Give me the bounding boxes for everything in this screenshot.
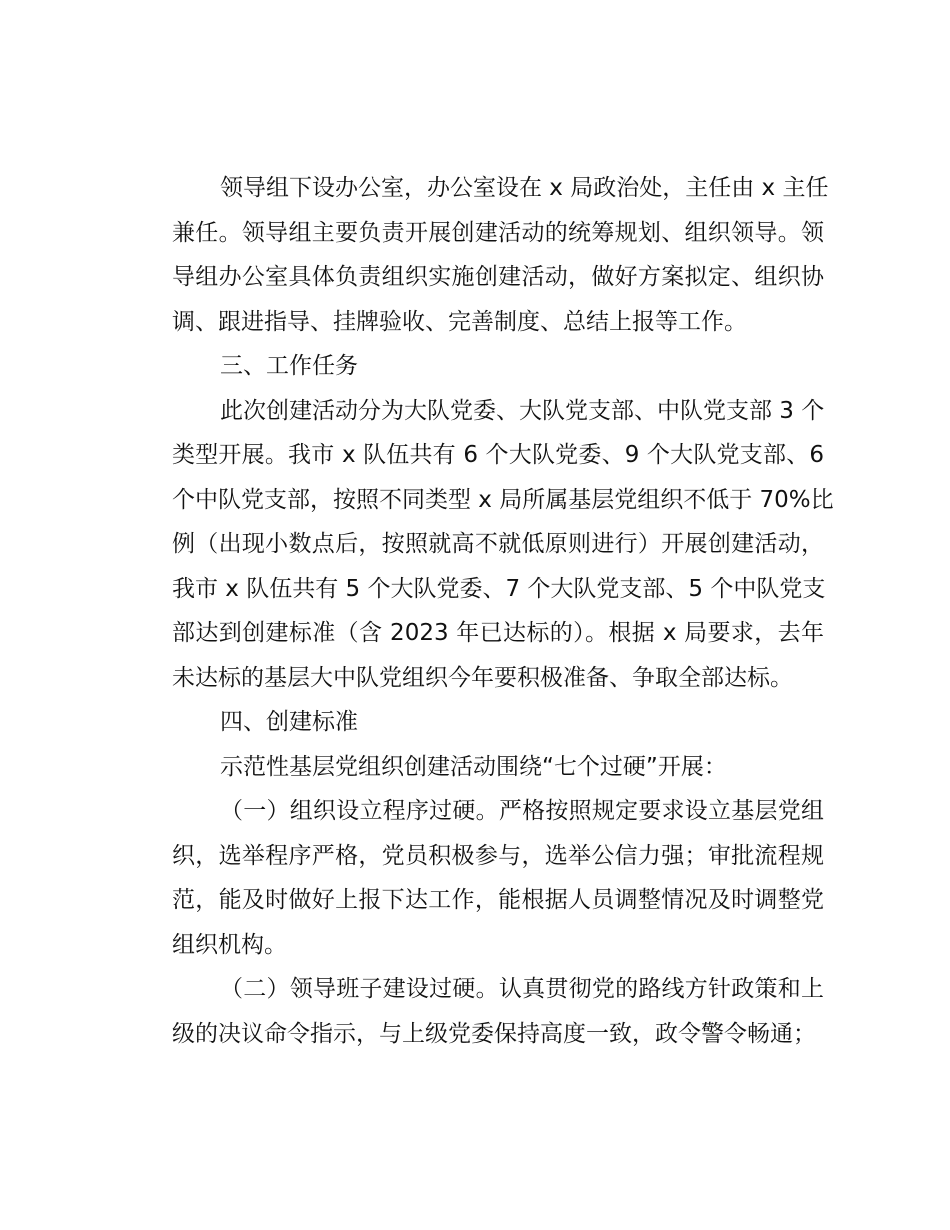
text-line: 个中队党支部，按照不同类型 x 局所属基层党组织不低于 70%比 [172,486,834,513]
section-heading-standards [124,700,824,745]
text-line: 此次创建活动分为大队党委、大队党支部、中队党支部 3 个 [220,397,825,424]
text-line: 示范性基层党组织创建活动围绕“七个过硬”开展： [220,753,727,780]
heading-text: 三、工作任务 [220,353,358,379]
text-line: 领导组下设办公室，办公室设在 x 局政治处，主任由 x 主任 [220,175,829,201]
text-line: 未达标的基层大中队党组织今年要积极准备、争取全部达标。 [172,664,793,691]
text-line: 我市 x 队伍共有 5 个大队党委、7 个大队党支部、5 个中队党支 [172,575,826,602]
text-line: 兼任。领导组主要负责开展创建活动的统筹规划、组织领导。领 [172,219,824,246]
text-line: 组织机构。 [172,931,287,958]
paragraph-tasks [124,389,834,701]
heading-text: 四、创建标准 [220,709,358,735]
text-line: 范，能及时做好上报下达工作，能根据人员调整情况及时调整党 [172,887,824,913]
paragraph-standard-1 [124,789,824,967]
text-line: 类型开展。我市 x 队伍共有 6 个大队党委、9 个大队党支部、6 [172,442,824,468]
text-line: 例（出现小数点后，按照就高不就低原则进行）开展创建活动， [172,531,824,557]
text-line: 级的决议命令指示，与上级党委保持高度一致，政令警令畅通； [172,1020,816,1047]
text-line: （二）领导班子建设过硬。认真贯彻党的路线方针政策和上 [220,976,824,1002]
text-line: 导组办公室具体负责组织实施创建活动，做好方案拟定、组织协 [172,264,824,290]
text-line: （一）组织设立程序过硬。严格按照规定要求设立基层党组 [220,798,824,824]
paragraph-standards-intro [124,745,824,790]
section-heading-work-tasks [124,344,824,389]
text-line: 调、跟进指导、挂牌验收、完善制度、总结上报等工作。 [172,308,747,335]
paragraph-office [124,166,829,344]
text-line: 部达到创建标准（含 2023 年已达标的）。根据 x 局要求，去年 [172,620,824,646]
text-line: 织，选举程序严格，党员积极参与，选举公信力强；审批流程规 [172,842,824,869]
paragraph-standard-2 [124,967,824,1056]
document-page [124,166,834,1056]
